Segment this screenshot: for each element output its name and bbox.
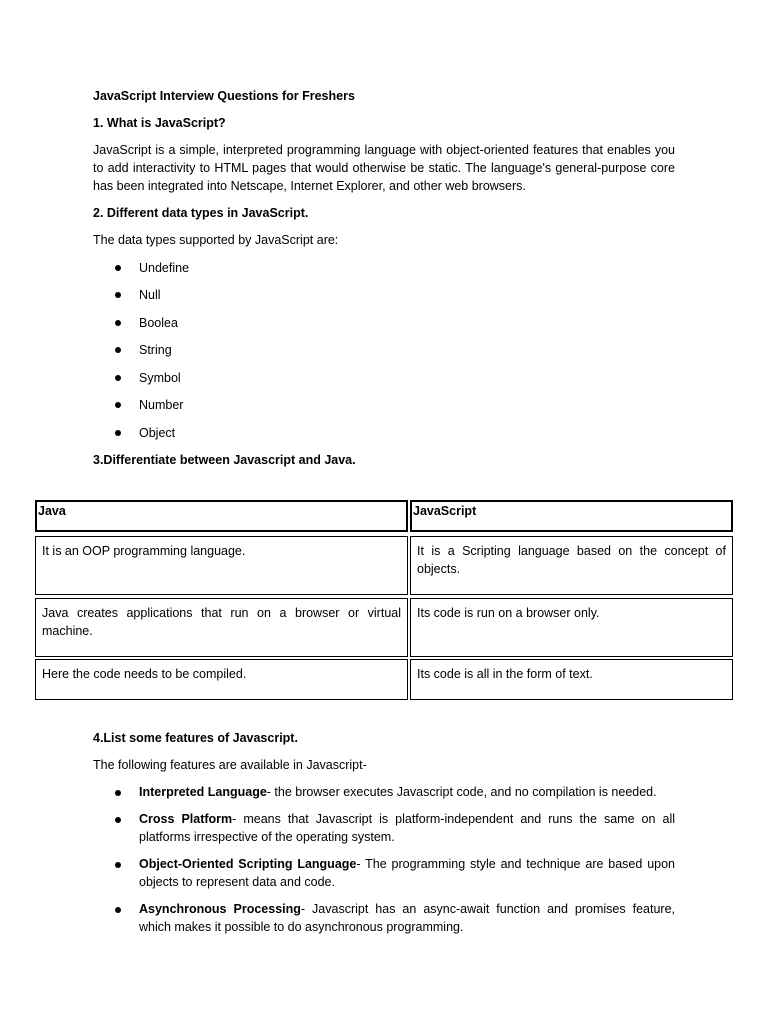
q2-intro: The data types supported by JavaScript are: xyxy=(93,233,339,247)
feature-desc: - the browser executes Javascript code, and no compilation is needed. xyxy=(266,785,657,799)
bullet-icon xyxy=(115,430,121,436)
feature-desc: - The programming style and technique are based upon objects to represent data and code. xyxy=(139,857,675,889)
table-cell: It is a Scripting language based on the concept of objects. xyxy=(410,536,733,595)
table-cell: Java creates applications that run on a browser or virtual machine. xyxy=(35,598,408,657)
document-title: JavaScript Interview Questions for Freshers xyxy=(93,89,355,103)
bullet-icon xyxy=(115,862,121,868)
list-item-text: Undefine xyxy=(139,261,190,275)
feature-term: Asynchronous Processing xyxy=(139,902,301,916)
table-cell: Its code is all in the form of text. xyxy=(410,659,733,700)
table-cell: Its code is run on a browser only. xyxy=(410,598,733,657)
q4-intro: The following features are available in Javascript- xyxy=(93,758,367,772)
list-item-text: Null xyxy=(139,288,161,302)
bullet-icon xyxy=(115,375,121,381)
bullet-icon xyxy=(115,817,121,823)
list-item-text: String xyxy=(139,343,172,357)
list-item-text: Boolea xyxy=(139,316,178,330)
feature-term: Cross Platform xyxy=(139,812,233,826)
bullet-icon xyxy=(115,790,121,796)
feature-text xyxy=(139,810,675,846)
list-item-text: Symbol xyxy=(139,371,181,385)
feature-text xyxy=(139,855,675,891)
q1-heading: 1. What is JavaScript? xyxy=(93,116,226,130)
feature-term: Object-Oriented Scripting Language xyxy=(139,857,357,871)
table-cell: It is an OOP programming language. xyxy=(35,536,408,595)
list-item-text: Object xyxy=(139,426,176,440)
list-item-text: Number xyxy=(139,398,184,412)
q4-heading: 4.List some features of Javascript. xyxy=(93,731,298,745)
feature-term: Interpreted Language xyxy=(139,785,267,799)
bullet-icon xyxy=(115,320,121,326)
table-cell: Here the code needs to be compiled. xyxy=(35,659,408,700)
bullet-icon xyxy=(115,347,121,353)
q3-heading: 3.Differentiate between Javascript and Java. xyxy=(93,453,356,467)
q2-heading: 2. Different data types in JavaScript. xyxy=(93,206,309,220)
bullet-icon xyxy=(115,907,121,913)
feature-text xyxy=(139,783,675,801)
table-header-java: Java xyxy=(35,500,408,532)
feature-desc: - Javascript has an async-await function and promises feature, which makes it possible to do asynchronous programming. xyxy=(139,902,675,934)
table-header-javascript: JavaScript xyxy=(410,500,733,532)
feature-text xyxy=(139,900,675,936)
bullet-icon xyxy=(115,265,121,271)
bullet-icon xyxy=(115,292,121,298)
feature-desc: - means that Javascript is platform-independent and runs the same on all platforms irrespective of the operating system. xyxy=(139,812,676,844)
q1-body: JavaScript is a simple, interpreted programming language with object-oriented features that enables you to add interactivity to HTML pages that would otherwise be static. The language's general-purpose core has been integrated into Netscape, Internet Explorer, and other web browsers. xyxy=(93,143,675,193)
bullet-icon xyxy=(115,402,121,408)
